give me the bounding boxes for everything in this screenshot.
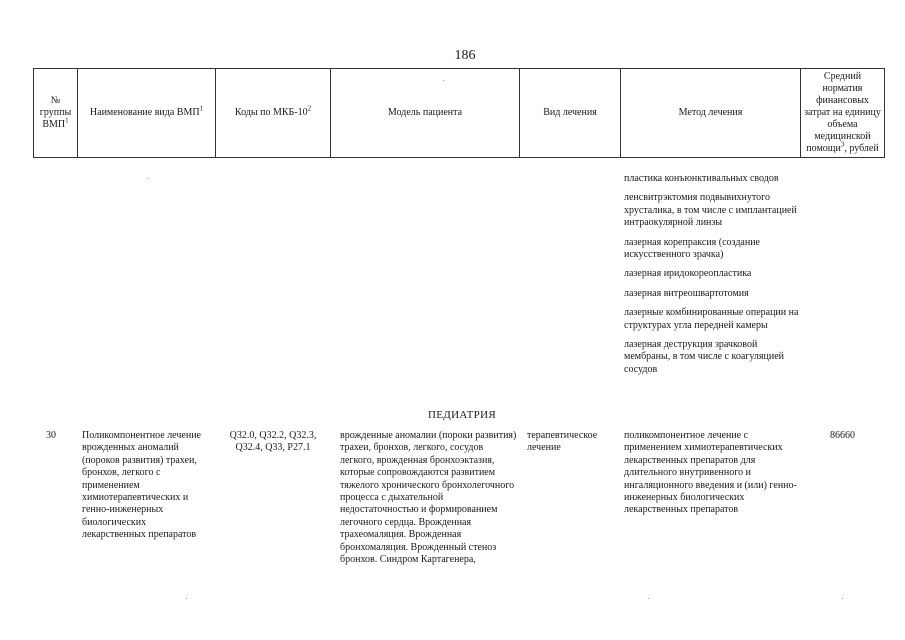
method-item: лазерная корепраксия (создание искусственного зрачка) xyxy=(624,236,760,261)
continued-method-list xyxy=(624,173,800,383)
header-patient-model: Модель пациента xyxy=(387,107,463,118)
section-title: ПЕДИАТРИЯ xyxy=(428,409,496,421)
scan-speck xyxy=(443,80,444,81)
scan-speck xyxy=(648,598,649,599)
page-number: 186 xyxy=(454,48,476,63)
row-icd-codes: Q32.0, Q32.2, Q32.3, Q32.4, Q33, P27.1 xyxy=(229,430,317,454)
header-treatment-method: Метод лечения xyxy=(678,107,743,118)
header-icd-codes: Коды по МКБ-$10^2$ xyxy=(234,104,312,118)
row-treatment-method: поликомпонентное лечение с применением химиотерапевтических лекарственных препаратов для длительного внутривенного и ингаляционного введения и (или) генно-инженерных биологических лекарственных препаратов xyxy=(624,430,797,516)
method-item: лазерная деструкция зрачковой мембраны, в том числе с коагуляцией сосудов xyxy=(624,339,785,375)
row-group-number: 30 xyxy=(46,430,56,441)
method-item: ленсвитрэктомия подвывихнутого хрусталика, в том числе с имплантацией интраокулярной линзы xyxy=(624,192,797,229)
scan-speck xyxy=(842,598,843,599)
header-vmp-name: Наименование вида ВМП$^1$ xyxy=(89,104,204,118)
col-divider xyxy=(884,68,885,158)
scan-speck xyxy=(147,178,148,179)
header-treatment-type: Вид лечения xyxy=(543,107,597,118)
method-item: пластика конъюнктивальных сводов xyxy=(624,173,779,184)
scan-speck xyxy=(186,598,187,599)
row-treatment-type: терапевтическое лечение xyxy=(527,430,598,454)
header-cost: Средний норматив финансовых затрат на единицу объема медицинской помощи$^3$, рублей xyxy=(804,71,881,154)
method-item: лазерные комбинированные операции на структурах угла передней камеры xyxy=(624,307,799,331)
method-item: лазерная иридокореопластика xyxy=(624,268,752,280)
method-item: лазерная витреошвартотомия xyxy=(624,287,749,299)
row-cost: 86660 xyxy=(830,430,855,441)
row-patient-model: врожденные аномалии (пороки развития) трахеи, бронхов, легкого, сосудов легкого, врожденная бронхоэктазия, которые сопровождаются развитием тяжелого хронического бронхолегочного процесса с дыхательной недостаточностью и формированием легочного сердца. Врожденная трахеомаляция. Врожденная бронхомаляция. Врожденный стеноз бронхов. Синдром Картагенера, xyxy=(340,430,517,566)
header-group-number: № группы ВМП$^1$ xyxy=(39,95,72,130)
row-vmp-name: Поликомпонентное лечение врожденных аномалий (пороков развития) трахеи, бронхов, легкого с применением химиотерапевтических и генно-инженерных биологических лекарственных препаратов xyxy=(82,430,201,541)
